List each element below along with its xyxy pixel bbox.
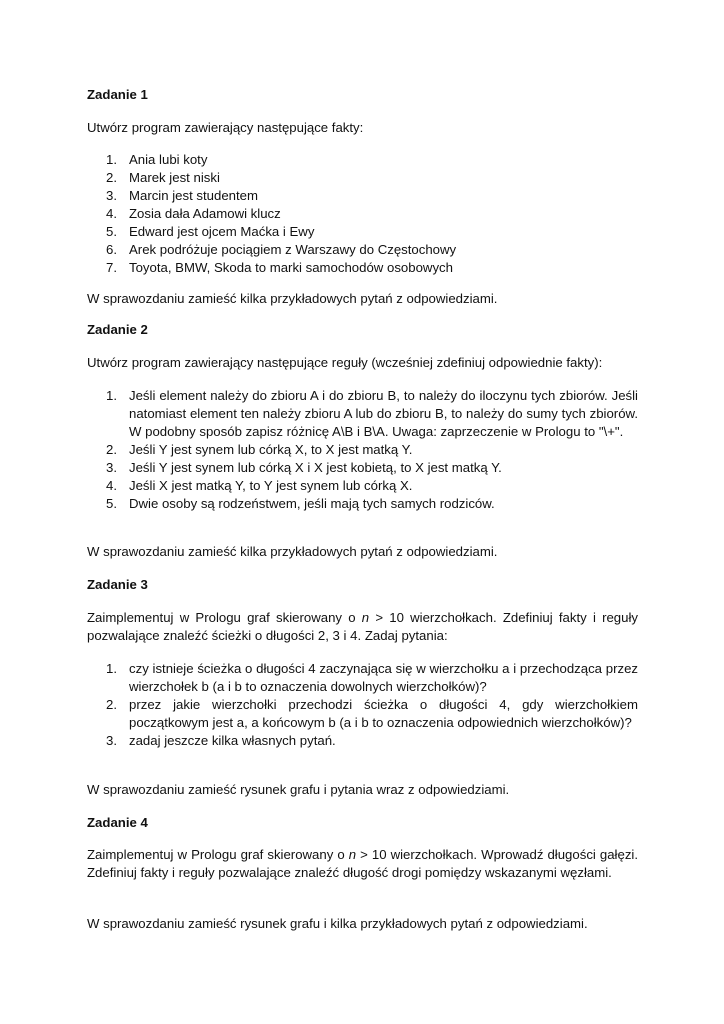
list-item-text: Zosia dała Adamowi klucz	[129, 206, 281, 221]
task-2-heading-block	[87, 321, 638, 339]
list-item-text: zadaj jeszcze kilka własnych pytań.	[129, 733, 336, 748]
list-item	[87, 223, 638, 241]
list-item-text: Jeśli Y jest synem lub córką X, to X jest matką Y.	[129, 442, 413, 457]
list-item	[87, 732, 638, 750]
list-item-text: Arek podróżuje pociągiem z Warszawy do Częstochowy	[129, 242, 457, 257]
task-4-intro-block	[87, 846, 638, 882]
task-3-heading-block	[87, 576, 638, 594]
list-item	[87, 660, 638, 696]
task-3-intro: Zaimplementuj w Prologu graf skierowany o n > 10 wierzchołkach. Zdefiniuj fakty i reguły pozwalające znaleźć ścieżki o długości 2, 3 i 4. Zadaj pytania:	[87, 610, 638, 643]
list-item-number: 6.	[106, 242, 117, 257]
list-item-text: Jeśli X jest matką Y, to Y jest synem lub córką X.	[129, 478, 413, 493]
task-1-intro-block	[87, 119, 638, 137]
list-item	[87, 205, 638, 223]
list-item	[87, 459, 638, 477]
list-item-text: Toyota, BMW, Skoda to marki samochodów osobowych	[129, 260, 453, 275]
list-item	[87, 187, 638, 205]
list-item-text: Edward jest ojcem Maćka i Ewy	[129, 224, 315, 239]
list-item-number: 5.	[106, 496, 117, 511]
list-item-text: przez jakie wierzchołki przechodzi ścieżka o długości 4, gdy wierzchołkiem początkowym jest a, a końcowym b (a i b to oznaczenia odpowiednich wierzchołków)?	[129, 697, 638, 730]
task-4-intro: Zaimplementuj w Prologu graf skierowany o n > 10 wierzchołkach. Wprowadź długości gałęzi. Zdefiniuj fakty i reguły pozwalające znaleźć długość drogi pomiędzy wskazanymi węzłami.	[87, 847, 639, 880]
task-1-outro-block	[87, 290, 638, 308]
task-4-heading-block	[87, 814, 638, 832]
list-item-number: 3.	[106, 733, 117, 748]
variable-n: n	[361, 610, 370, 625]
task-1-facts-list	[87, 151, 638, 277]
task-3-outro-block	[87, 781, 638, 799]
list-item-number: 1.	[106, 152, 117, 167]
list-item	[87, 387, 638, 441]
list-item-number: 2.	[106, 697, 117, 712]
task-3-outro: W sprawozdaniu zamieść rysunek grafu i pytania wraz z odpowiedziami.	[87, 782, 510, 797]
list-item-number: 4.	[106, 206, 117, 221]
list-item-number: 1.	[106, 388, 117, 403]
list-item	[87, 259, 638, 277]
task-3-intro-block	[87, 609, 638, 645]
task-3-heading: Zadanie 3	[87, 577, 148, 592]
task-3-questions-list	[87, 660, 638, 750]
list-item-text: Jeśli Y jest synem lub córką X i X jest kobietą, to X jest matką Y.	[129, 460, 502, 475]
list-item	[87, 441, 638, 459]
list-item-number: 3.	[106, 460, 117, 475]
task-1-list	[87, 151, 638, 277]
list-item	[87, 495, 638, 513]
task-1-heading-block	[87, 86, 638, 104]
task-2-intro: Utwórz program zawierający następujące reguły (wcześniej zdefiniuj odpowiednie fakty):	[87, 355, 603, 370]
task-2-list	[87, 387, 638, 513]
task-2-outro: W sprawozdaniu zamieść kilka przykładowych pytań z odpowiedziami.	[87, 544, 498, 559]
list-item-number: 1.	[106, 661, 117, 676]
task-2-rules-list	[87, 387, 638, 513]
task-4-heading: Zadanie 4	[87, 815, 148, 830]
task-4-outro-block	[87, 915, 638, 933]
list-item	[87, 241, 638, 259]
task-2-heading: Zadanie 2	[87, 322, 148, 337]
list-item-text: Marcin jest studentem	[129, 188, 258, 203]
list-item-number: 2.	[106, 170, 117, 185]
task-1-outro: W sprawozdaniu zamieść kilka przykładowych pytań z odpowiedziami.	[87, 291, 498, 306]
task-4-outro: W sprawozdaniu zamieść rysunek grafu i kilka przykładowych pytań z odpowiedziami.	[87, 916, 588, 931]
list-item-number: 4.	[106, 478, 117, 493]
list-item-number: 2.	[106, 442, 117, 457]
variable-n: n	[348, 847, 357, 862]
list-item-text: Jeśli element należy do zbioru A i do zbioru B, to należy do iloczynu tych zbiorów. Jeśli natomiast element ten należy zbioru A lub do zbioru B, to należy do sumy tych zbiorów. W podobny sposób zapisz różnicę A\B i B\A. Uwaga: zaprzeczenie w Prologu to "\+".	[129, 388, 638, 439]
list-item-number: 5.	[106, 224, 117, 239]
list-item	[87, 169, 638, 187]
list-item-number: 3.	[106, 188, 117, 203]
task-2-outro-block	[87, 543, 638, 561]
list-item-text: czy istnieje ścieżka o długości 4 zaczynająca się w wierzchołku a i przechodząca przez wierzchołek b (a i b to oznaczenia dowolnych wierzchołków)?	[129, 661, 638, 694]
list-item-text: Dwie osoby są rodzeństwem, jeśli mają tych samych rodziców.	[129, 496, 495, 511]
list-item-number: 7.	[106, 260, 117, 275]
list-item	[87, 151, 638, 169]
task-3-list	[87, 660, 638, 750]
task-1-heading: Zadanie 1	[87, 87, 148, 102]
list-item	[87, 696, 638, 732]
task-2-intro-block	[87, 354, 638, 372]
task-1-intro: Utwórz program zawierający następujące fakty:	[87, 120, 364, 135]
list-item-text: Ania lubi koty	[129, 152, 208, 167]
list-item-text: Marek jest niski	[129, 170, 220, 185]
list-item	[87, 477, 638, 495]
